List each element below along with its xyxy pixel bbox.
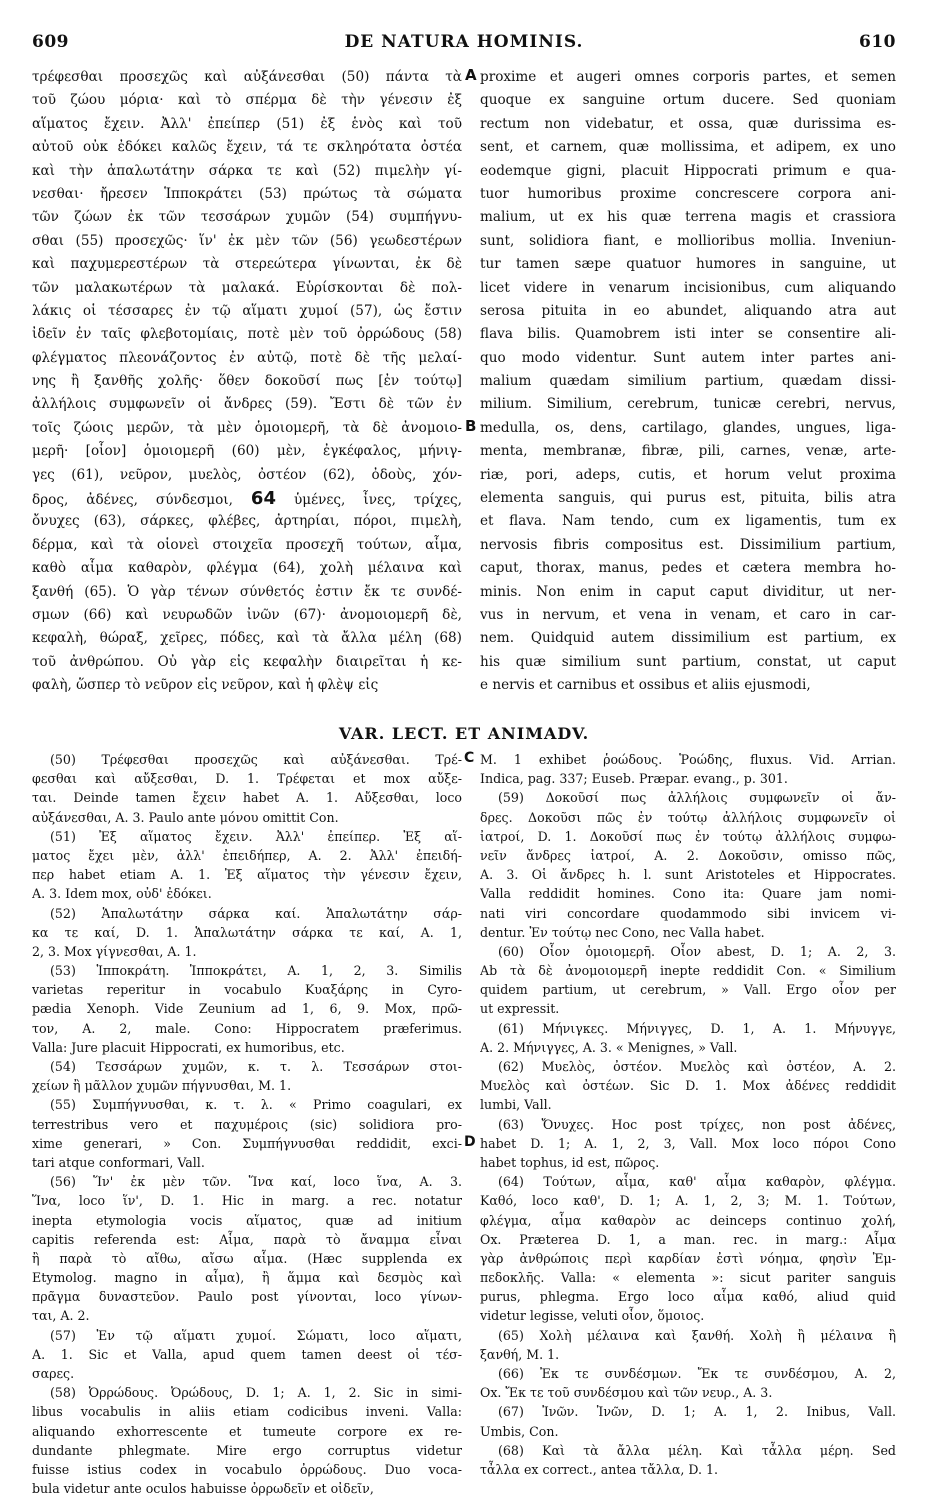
note-line: Μυελὸς καὶ ὀστέων. Sic D. 1. Mox ἀδένες reddidit bbox=[480, 1078, 896, 1094]
latin-text-line: sent, et carnem, quæ mollissima, et adipem, ex uno bbox=[480, 139, 896, 156]
note-line: Valla reddidit homines. Cono ita: Quare jam nomi- bbox=[480, 886, 896, 902]
latin-text-line: flava bilis. Quamobrem isti inter se consentire ali- bbox=[480, 326, 896, 343]
note-line: (59) Δοκοῦσί πως ἀλλήλοις συμφωνεῖν οἱ ἄν- bbox=[498, 790, 896, 806]
note-line: αὐξάνεσθαι, A. 3. Paulo ante μόνου omittit Con. bbox=[32, 809, 339, 825]
greek-text-line: ἀλλήλοις συμφωνεῖν οἱ ἄνδρες (59). Ἔστι δὲ τῶν ἐν bbox=[32, 396, 462, 413]
note-line: purus, phlegma. Ergo loco αἷμα καθό, aliud quid bbox=[480, 1289, 896, 1305]
latin-text-line: licet videre in venarum incisionibus, cum aliquando bbox=[480, 279, 896, 296]
greek-text-line: αἵματος ἔχειν. Ἀλλ' ἐπείπερ (51) ἐξ ἑνὸς καὶ τοῦ bbox=[32, 115, 462, 132]
latin-text-line: quo modo videntur. Sunt autem inter partes ani- bbox=[480, 349, 896, 366]
note-line: πεδοκλῆς. Valla: « elementa »: sicut pariter sanguis bbox=[480, 1270, 896, 1286]
note-line: (57) Ἐν τῷ αἵματι χυμοί. Σώματι, loco αἵματι, bbox=[50, 1327, 462, 1343]
note-line: (58) Ὀρρώδους. Ὀρώδους, D. 1; A. 1, 2. Sic in simi- bbox=[50, 1385, 462, 1401]
greek-text-line: τῶν μαλακωτέρων τὰ μαλακά. Εὑρίσκονται δὲ πολ- bbox=[32, 279, 462, 296]
greek-text-line: τοῦ ἀνθρώπου. Οὐ γὰρ εἰς κεφαλὴν διαιρεῖται ἡ κε- bbox=[32, 653, 462, 670]
marker-b: B bbox=[465, 417, 477, 435]
note-line: dentur. Ἐν τούτῳ nec Cono, nec Valla habet. bbox=[480, 924, 765, 940]
latin-text-line: serosa pituita in eo abundet, aliquando atra aut bbox=[480, 302, 896, 319]
greek-text-line: δρος, ἀδένες, σύνδεσμοι, 64 ὑμένες, ἶνες, τρίχες, bbox=[32, 488, 462, 510]
note-line: (65) Χολὴ μέλαινα καὶ ξανθή. Χολὴ ἢ μέλαινα ἢ bbox=[498, 1327, 896, 1343]
note-line: videtur legisse, veluti οἷον, ὅμοιος. bbox=[480, 1308, 705, 1324]
greek-text-line: τοῦ ζώου μόρια· καὶ τὸ σπέρμα δὲ τὴν γένεσιν ἐξ bbox=[32, 92, 462, 109]
note-line: ut expressit. bbox=[480, 1001, 560, 1017]
latin-text-line: vus in nervum, et vena in venam, et caro in car- bbox=[480, 606, 896, 623]
note-line: φλέγμα, αἷμα καθαρὸν ac deinceps continuo χολή, bbox=[480, 1212, 896, 1228]
greek-text-line: δέρμα, καὶ τὰ οἱονεὶ στοιχεῖα προσεχῆ τούτων, αἷμα, bbox=[32, 536, 462, 553]
latin-text-line: menta, membranæ, fibræ, pili, carnes, venæ, arte- bbox=[480, 443, 896, 460]
note-line: (68) Καὶ τὰ ἄλλα μέλη. Καὶ τἆλλα μέρη. Sed bbox=[498, 1442, 896, 1458]
note-line: Etymolog. magno in αἷμα), ἢ ἅμμα καὶ δεσμὸς καὶ bbox=[32, 1270, 462, 1286]
greek-text-line: νης ἢ ξανθῆς χολῆς· ὅθεν δοκοῦσί πως [ἐν τούτῳ] bbox=[32, 373, 462, 390]
note-line: dundante phlegmate. Mire ergo corruptus videtur bbox=[32, 1442, 462, 1458]
latin-column bbox=[480, 66, 896, 698]
note-line: A. 3. Οἱ ἄνδρες h. l. sunt Aristoteles et Hippocrates. bbox=[480, 867, 896, 883]
latin-text-line: medulla, os, dens, cartilago, glandes, ungues, liga- bbox=[480, 419, 896, 436]
note-line: habet tophus, id est, πῶρος. bbox=[480, 1154, 660, 1170]
latin-text-line: tuor humoribus proxime concrescere corpora ani- bbox=[480, 185, 896, 202]
note-line: bula videtur ante oculos habuisse ὀρρωδεῖν et οἰδεῖν, bbox=[32, 1481, 374, 1497]
note-line: ξανθή, M. 1. bbox=[480, 1346, 560, 1362]
column-number-64: 64 bbox=[250, 488, 276, 510]
running-title: DE NATURA HOMINIS. bbox=[344, 32, 584, 52]
greek-text-line: καὶ παχυμερεστέρων τὰ στερεώτερα γίνωνται, ἐκ δὲ bbox=[32, 256, 462, 273]
latin-text-line: caput, thorax, manus, pedes et cætera membra ho- bbox=[480, 560, 896, 577]
greek-text-line: φλέγματος πλεονάζοντος ἐν αὐτῷ, ποτὲ δὲ τῆς μελαί- bbox=[32, 349, 462, 366]
latin-text-line: eodemque gigni, placuit Hippocrati primum e qua- bbox=[480, 162, 896, 179]
greek-text-line: λάκις οἱ τέσσαρες ἐν τῷ αἵματι χυμοί (57), ὡς ἔστιν bbox=[32, 302, 462, 319]
greek-text-line: γες (61), νεῦρον, μυελὸς, ὀστέον (62), ὀδοὺς, χόν- bbox=[32, 466, 462, 483]
latin-text-line: his quæ similium sunt partium, constat, ut caput bbox=[480, 653, 896, 670]
greek-text-line: κεφαλὴ, θώραξ, χεῖρες, πόδες, καὶ τὰ ἄλλα μέλη (68) bbox=[32, 630, 462, 647]
note-line: (53) Ἱπποκράτη. Ἱπποκράτει, A. 1, 2, 3. Similis bbox=[50, 963, 462, 979]
section-title: VAR. LECT. ET ANIMADV. bbox=[338, 724, 590, 743]
latin-text-line: milium. Similium, cerebrum, tunicæ cerebri, nervus, bbox=[480, 396, 896, 413]
note-line: χείων ἢ μᾶλλον χυμῶν πήγνυσθαι, M. 1. bbox=[32, 1078, 292, 1094]
note-line: φεσθαι καὶ αὔξεσθαι, D. 1. Τρέφεται et mox αὔξε- bbox=[32, 771, 462, 787]
note-line: (66) Ἐκ τε συνδέσμων. Ἔκ τε συνδέσμου, A. 2, bbox=[498, 1366, 896, 1381]
greek-column bbox=[32, 66, 462, 698]
note-line: fuisse istius codex in vocabulo ὀρρώδους. Duo voca- bbox=[32, 1461, 462, 1477]
note-line: A. 1. Sic et Valla, apud quem tamen deest οἱ τέσ- bbox=[32, 1346, 462, 1362]
greek-text-line: καὶ τὴν ἁπαλωτάτην σάρκα τε καὶ (52) πιμελὴν γί- bbox=[32, 162, 462, 179]
page-number-right: 610 bbox=[859, 32, 896, 52]
note-line: (52) Ἁπαλωτάτην σάρκα καί. Ἁπαλωτάτην σάρ- bbox=[50, 905, 462, 921]
greek-text-line: τοῖς ζώοις μερῶν, τὰ μὲν ὁμοιομερῆ, τὰ δὲ ἀνομοιο- bbox=[32, 419, 462, 436]
note-line: ται, A. 2. bbox=[32, 1308, 90, 1324]
greek-text-line: τρέφεσθαι προσεχῶς καὶ αὐξάνεσθαι (50) πάντα τὰ bbox=[32, 69, 462, 85]
note-line: lumbi, Vall. bbox=[480, 1097, 552, 1113]
note-line: A. 2. Μήνιγγες, A. 3. « Menignes, » Vall. bbox=[480, 1039, 738, 1055]
latin-text-line: et flava. Nam tendo, cum ex ligamentis, tum ex bbox=[480, 513, 896, 530]
note-line: quidem partium, ut cerebrum, » Vall. Ergo οἷον per bbox=[480, 982, 896, 998]
greek-text-line: σμων (66) καὶ νευρωδῶν ἰνῶν (67)· ἀνομοιομερῆ δὲ, bbox=[32, 606, 462, 623]
latin-text-line: nervosis fibris compositus est. Dissimilium partium, bbox=[480, 536, 896, 553]
note-line: ἢ παρὰ τὸ αἴθω, αἴσω αἷμα. (Hæc supplenda ex bbox=[32, 1250, 462, 1266]
note-line: habet D. 1; A. 1, 2, 3, Vall. Mox loco πόροι Cono bbox=[480, 1135, 896, 1151]
note-line: Ab τὰ δὲ ἀνομοιομερῆ inepte reddidit Con. « Similium bbox=[480, 963, 896, 979]
note-line: σαρες. bbox=[32, 1366, 75, 1381]
marker-d: D bbox=[464, 1134, 476, 1150]
note-line: xime generari, » Con. Συμπήγνυσθαι reddidit, exci- bbox=[32, 1135, 462, 1151]
note-line: (62) Μυελὸς, ὀστέον. Μυελὸς καὶ ὀστέον, A. 2. bbox=[498, 1059, 896, 1074]
latin-text-line: sunt, solidiora fiant, e mollioribus mollia. Inveniun- bbox=[480, 232, 896, 249]
note-line: (64) Τούτων, αἷμα, καθ' αἷμα καθαρὸν, φλέγμα. bbox=[498, 1174, 896, 1190]
latin-text-line: e nervis et carnibus et ossibus et aliis ejusmodi, bbox=[480, 677, 811, 694]
note-line: Valla: Jure placuit Hippocrati, ex humoribus, etc. bbox=[32, 1039, 345, 1055]
latin-text-line: quoque ex sanguine ortum ducere. Sed quoniam bbox=[480, 92, 896, 109]
greek-text-line: τῶν ζώων ἐκ τῶν τεσσάρων χυμῶν (54) συμπήγνυ- bbox=[32, 209, 462, 226]
note-line: τον, A. 2, male. Cono: Hippocratem præferimus. bbox=[32, 1020, 462, 1036]
latin-text-line: malium, ut ex his quæ terrena magis et crassiora bbox=[480, 209, 896, 226]
latin-text-line: elementa sanguis, qui purus est, pituita, bilis atra bbox=[480, 490, 896, 507]
note-line: πρᾶγμα δυναστεῦον. Paulo post γίνονται, loco γίνων- bbox=[32, 1289, 462, 1305]
marker-a: A bbox=[465, 66, 477, 84]
latin-text-line: nem. Quidquid autem dissimilium est partium, ex bbox=[480, 630, 896, 647]
page-header bbox=[32, 32, 896, 62]
note-line: (55) Συμπήγνυσθαι, κ. τ. λ. « Primo coagulari, ex bbox=[50, 1097, 462, 1113]
note-line: M. 1 exhibet ῥοώδους. Ῥοώδης, fluxus. Vid. Arrian. bbox=[480, 752, 896, 767]
note-line: ἰατροί, D. 1. Δοκοῦσί πως ἐν τούτῳ ἀλλήλοις συμφω- bbox=[480, 828, 896, 844]
note-line: Καθό, loco καθ', D. 1; A. 1, 2, 3; M. 1. Τούτων, bbox=[480, 1193, 896, 1209]
notes-left-column bbox=[32, 750, 462, 1498]
notes-right-column bbox=[480, 750, 896, 1479]
greek-text-line: καθὸ αἷμα καθαρὸν, φλέγμα (64), χολὴ μέλαινα καὶ bbox=[32, 560, 462, 577]
note-line: ματος ἔχει μὲν, ἀλλ' ἐπειδήπερ, A. 2. Ἀλλ' ἐπειδή- bbox=[32, 847, 462, 863]
greek-text-line: φαλὴ, ὥσπερ τὸ νεῦρον εἰς νεῦρον, καὶ ἡ φλὲψ εἰς bbox=[32, 677, 379, 694]
note-line: aliquando exhorrescente et tumeute corpore ex re- bbox=[32, 1423, 462, 1439]
note-line: γὰρ ἀνθρώποις περὶ καρδίαν ἐστὶ νόημα, φησὶν Ἐμ- bbox=[480, 1250, 896, 1266]
note-line: nati viri concordare quodammodo sibi invicem vi- bbox=[480, 905, 896, 921]
note-line: δρες. Δοκοῦσι πῶς ἐν τούτῳ ἀλλήλοις συμφωνεῖν οἱ bbox=[480, 809, 896, 825]
latin-text-line: minis. Non enim in caput caput dividitur, ut ner- bbox=[480, 583, 896, 600]
note-line: Ἵνα, loco ἵν', D. 1. Hic in marg. a rec. notatur bbox=[32, 1193, 462, 1209]
note-line: Ox. Ἔκ τε τοῦ συνδέσμου καὶ τῶν νευρ., A. 3. bbox=[480, 1385, 773, 1401]
note-line: τἆλλα ex correct., antea τἄλλα, D. 1. bbox=[480, 1461, 719, 1477]
latin-text-line: proxime et augeri omnes corporis partes, et semen bbox=[480, 69, 896, 85]
greek-text-line: μερῆ· [οἷον] ὁμοιομερῆ (60) μὲν, ἐγκέφαλος, μήνιγ- bbox=[32, 443, 462, 460]
note-line: capitis referenda est: Αἷμα, παρὰ τὸ ἄναμμα εἶναι bbox=[32, 1231, 462, 1247]
greek-text-line: ἰδεῖν ἐν ταῖς φλεβοτομίαις, ποτὲ μὲν τοῦ ὀρρώδους (58) bbox=[32, 326, 462, 343]
greek-text-line: ξανθή (65). Ὁ γὰρ τένων σύνθετός ἐστιν ἔκ τε συνδέ- bbox=[32, 583, 462, 600]
note-line: terrestribus vero et παχυμέροις (sic) solidiora pro- bbox=[32, 1116, 462, 1132]
note-line: varietas reperitur in vocabulo Κυαξάρης in Cyro- bbox=[32, 982, 462, 998]
note-line: pædia Xenoph. Vide Zeunium ad 1, 6, 9. Mox, πρῶ- bbox=[32, 1001, 462, 1017]
note-line: (50) Τρέφεσθαι προσεχῶς καὶ αὐξάνεσθαι. Τρέ- bbox=[50, 752, 462, 767]
note-line: 2, 3. Mox γίγνεσθαι, A. 1. bbox=[32, 943, 197, 959]
page-number-left: 609 bbox=[32, 32, 69, 52]
greek-text-line: σθαι (55) προσεχῶς· ἵν' ἐκ μὲν τῶν (56) γεωδεστέρων bbox=[32, 232, 462, 249]
note-line: tari atque conformari, Vall. bbox=[32, 1154, 205, 1170]
note-line: (60) Οἷον ὁμοιομερῆ. Οἷον abest, D. 1; A. 2, 3. bbox=[498, 943, 896, 959]
note-line: περ habet etiam A. 1. Ἐξ αἵματος τὴν γένεσιν ἔχειν, bbox=[32, 867, 462, 883]
latin-text-line: malium quædam similium partium, quædam dissi- bbox=[480, 373, 896, 390]
note-line: (51) Ἐξ αἵματος ἔχειν. Ἀλλ' ἐπείπερ. Ἐξ αἵ- bbox=[50, 828, 462, 844]
greek-text-line: αὐτοῦ οὐκ ἐδόκει καλῶς ἔχειν, τά τε σκληρότατα ὀστέα bbox=[32, 139, 462, 156]
note-line: Indica, pag. 337; Euseb. Præpar. evang., p. 301. bbox=[480, 771, 788, 787]
notes-section bbox=[32, 750, 896, 1497]
latin-text-line: riæ, pori, adeps, cutis, et horum velut proxima bbox=[480, 466, 896, 483]
note-line: (54) Τεσσάρων χυμῶν, κ. τ. λ. Τεσσάρων στοι- bbox=[50, 1059, 462, 1074]
latin-text-line: tur tamen sæpe quatuor humores in sanguine, ut bbox=[480, 256, 896, 273]
note-line: A. 3. Idem mox, οὐδ' ἐδόκει. bbox=[32, 886, 212, 902]
main-text bbox=[32, 66, 896, 706]
note-line: ται. Deinde tamen ἔχειν habet A. 1. Αὔξεσθαι, loco bbox=[32, 790, 462, 806]
greek-text-line: ὄνυχες (63), σάρκες, φλέβες, ἀρτηρίαι, πόροι, πιμελὴ, bbox=[32, 513, 462, 530]
note-line: (63) Ὄνυχες. Hoc post τρίχες, non post ἀδένες, bbox=[498, 1116, 896, 1132]
note-line: Ox. Præterea D. 1, a man. rec. in marg.: Αἷμα bbox=[480, 1231, 896, 1247]
note-line: (61) Μήνιγκες. Μήνιγγες, D. 1, A. 1. Μήνυγγε, bbox=[498, 1020, 896, 1036]
note-line: κα τε καί, D. 1. Ἁπαλωτάτην σάρκα τε καί, A. 1, bbox=[32, 924, 462, 940]
note-line: Umbis, Con. bbox=[480, 1423, 559, 1439]
note-line: inepta etymologia vocis αἵματος, quæ ad initium bbox=[32, 1212, 462, 1228]
note-line: (56) Ἵν' ἐκ μὲν τῶν. Ἵνα καί, loco ἵνα, A. 3. bbox=[50, 1174, 462, 1190]
greek-text-line: νεσθαι· ἤρεσεν Ἱπποκράτει (53) πρώτως τὰ σώματα bbox=[32, 185, 462, 202]
latin-text-line: rectum non videbatur, et ossa, quæ durissima es- bbox=[480, 115, 896, 132]
note-line: (67) Ἰνῶν. Ἰνῶν, D. 1; A. 1, 2. Inibus, Vall. bbox=[498, 1404, 896, 1420]
note-line: νεῖν ἄνδρες ἰατροί, A. 2. Δοκοῦσιν, omisso πῶς, bbox=[480, 847, 896, 863]
marker-c: C bbox=[464, 750, 475, 766]
note-line: libus vocabulis in aliis etiam codicibus inveni. Valla: bbox=[32, 1404, 462, 1420]
